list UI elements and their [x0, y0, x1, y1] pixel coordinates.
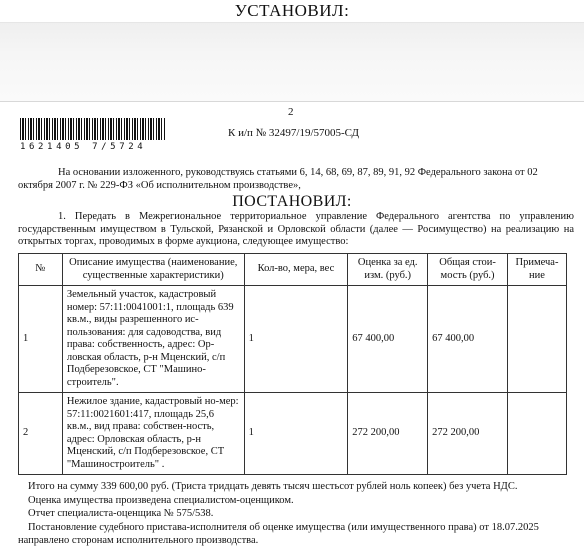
row-number: 1	[19, 286, 63, 393]
valuation-resolution-note: Постановление судебного пристава-исполнителя об оценке имущества (или имущественного права) от 18.07.2025 направлено сторонам исполнительного производства.	[18, 521, 539, 546]
table-header-row	[19, 254, 567, 286]
row-total: 67 400,00	[428, 286, 508, 393]
row-number: 2	[19, 393, 63, 475]
col-header-unit-price: Оценка за ед. изм. (руб.)	[348, 254, 428, 286]
intro-paragraph: На основании изложенного, руководствуясь статьями 6, 14, 68, 69, 87, 89, 91, 92 Федерального закона от 02 октября 2007 г. № 229-ФЗ «Об исполнительном производстве»,	[18, 167, 538, 191]
row-unit-price: 67 400,00	[348, 286, 428, 393]
row-description: Нежилое здание, кадастровый но-мер: 57:11:0021601:417, площадь 25,6 кв.м., вид права: собствен-ность, адрес: Орловская область, р-н Мценский, с/п Подберезовское, СТ "Машиностроитель" .	[62, 393, 244, 475]
ustanovil-heading: УСТАНОВИЛ:	[234, 1, 350, 20]
col-header-description: Описание имущества (наименование, существенные характеристики)	[62, 254, 244, 286]
summary-block	[18, 480, 578, 548]
col-header-note: Примеча-ние	[507, 254, 566, 286]
table-row	[19, 286, 567, 393]
page-gap	[0, 23, 584, 101]
page-number: 2	[288, 106, 294, 118]
row-note	[507, 286, 566, 393]
clause-1: 1. Передать в Межрегиональное территориальное управление Федерального агентства по управлению государственным имуществом в Тульской, Рязанской и Орловской области (далее — Росимущество) на реализацию на открытых торгах, проводимых в форме аукциона, следующее имущество:	[18, 211, 574, 247]
barcode	[20, 118, 166, 140]
valuation-note: Оценка имущества произведена специалистом-оценщиком.	[28, 494, 294, 506]
total-sum-line: Итого на сумму 339 600,00 руб. (Триста тридцать девять тысяч шестьсот рублей ноль копеек) без учета НДС.	[28, 481, 518, 492]
appraiser-report: Отчет специалиста-оценщика № 575/538.	[28, 508, 214, 519]
row-quantity: 1	[244, 286, 348, 393]
property-table	[18, 253, 567, 475]
col-header-total: Общая стои-мость (руб.)	[428, 254, 508, 286]
case-number: К и/п № 32497/19/57005-СД	[228, 127, 359, 139]
col-header-number: №	[19, 254, 63, 286]
row-quantity: 1	[244, 393, 348, 475]
row-unit-price: 272 200,00	[348, 393, 428, 475]
barcode-digits: 1621405 7/5724	[20, 142, 147, 152]
row-note	[507, 393, 566, 475]
col-header-quantity: Кол-во, мера, вес	[244, 254, 348, 286]
row-description: Земельный участок, кадастровый номер: 57:11:0041001:1, площадь 639 кв.м., виды разрешенного ис-пользования: для садоводства, вид права: собственность, адрес: Ор-ловская область, р-н Мценский, с/п Подберезовское, СТ "Машино-строитель".	[62, 286, 244, 393]
resolution-heading: ПОСТАНОВИЛ:	[232, 193, 352, 210]
table-row	[19, 393, 567, 475]
row-total: 272 200,00	[428, 393, 508, 475]
